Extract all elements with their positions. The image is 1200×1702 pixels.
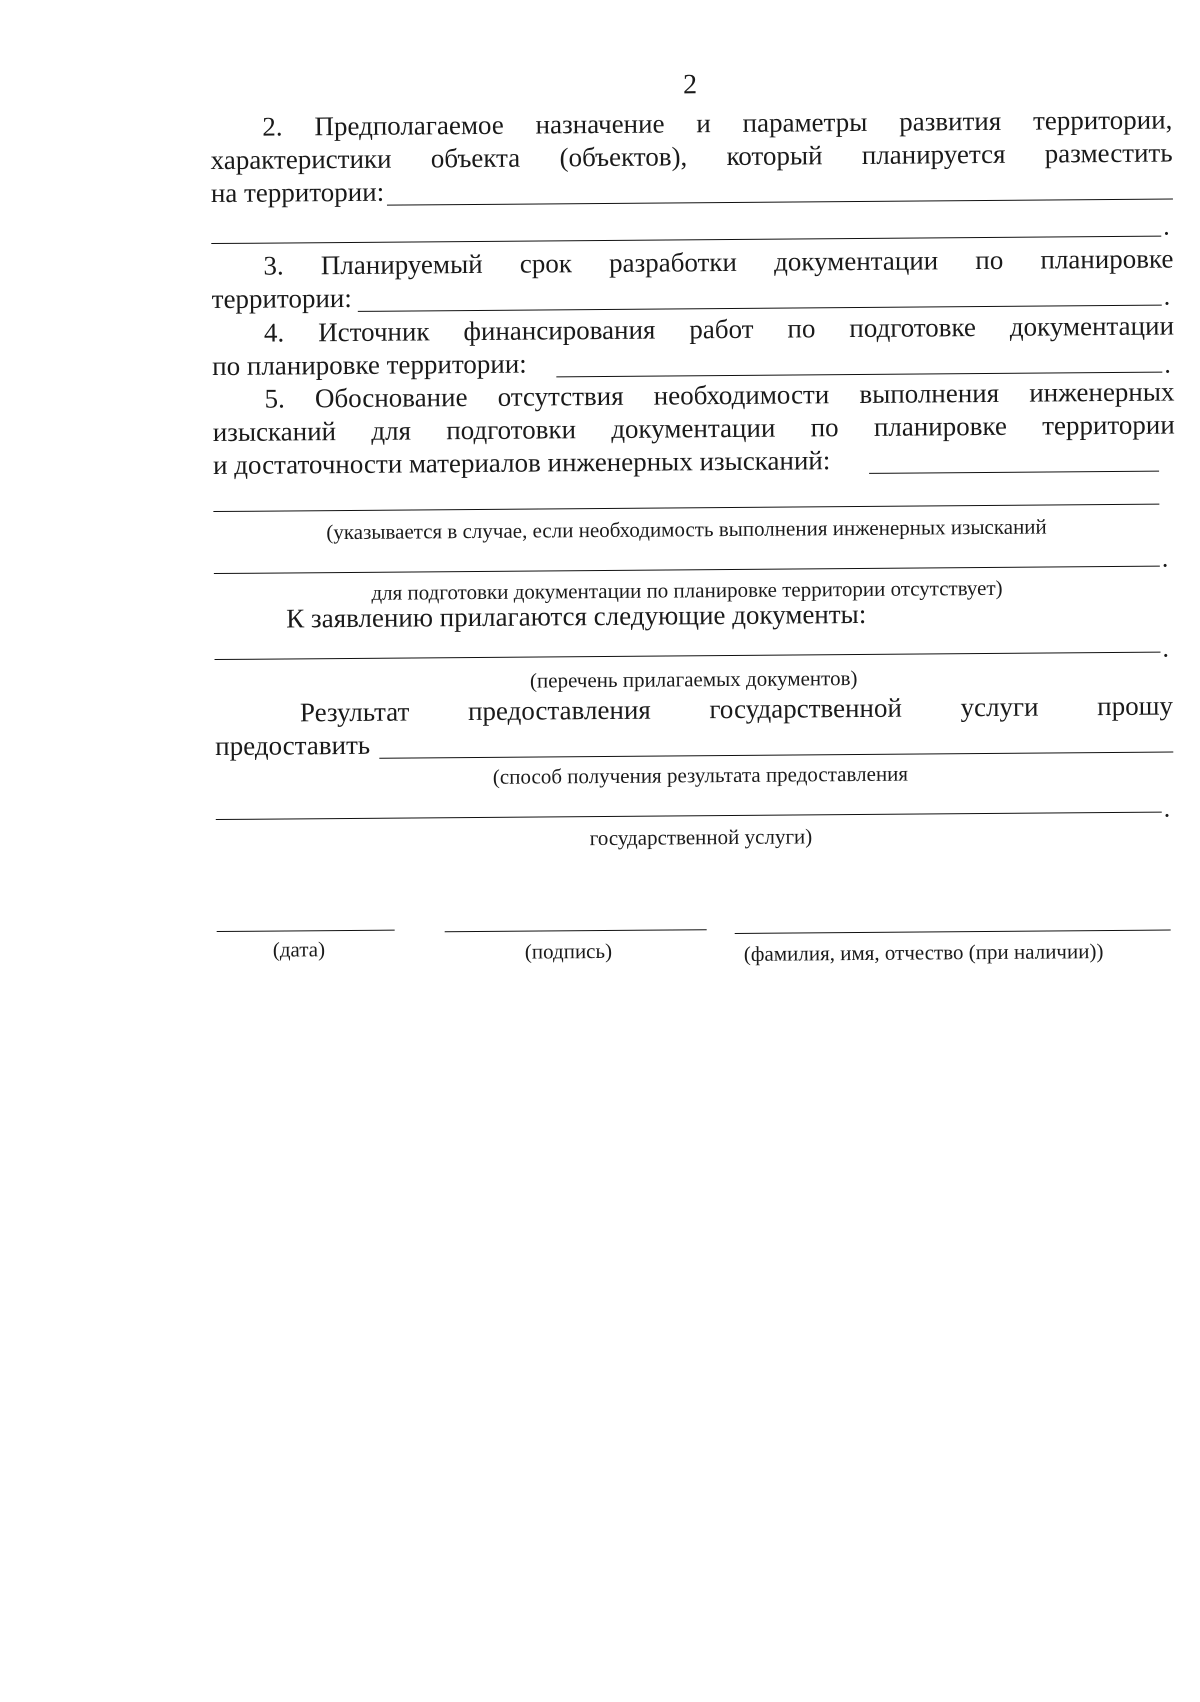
item2-line2: характеристики объекта (объектов), который планируется разместить bbox=[210, 137, 1173, 176]
signature-caption: (подпись) bbox=[524, 938, 613, 964]
attachments-line: К заявлению прилагаются следующие документы: bbox=[286, 598, 867, 634]
date-caption: (дата) bbox=[272, 937, 326, 962]
item5-hint-2: для подготовки документации по планировке территории отсутствует) bbox=[371, 575, 1003, 605]
item3-line2: территории: bbox=[211, 282, 352, 315]
name-caption: (фамилия, имя, отчество (при наличии)) bbox=[743, 939, 1104, 966]
result-line2: предоставить bbox=[215, 729, 371, 762]
item2-line1: 2. Предполагаемое назначение и параметры развития территории, bbox=[262, 104, 1173, 142]
attachments-hint: (перечень прилагаемых документов) bbox=[529, 665, 858, 693]
item5-hint-1: (указывается в случае, если необходимость выполнения инженерных изысканий bbox=[326, 514, 1047, 545]
page-number: 2 bbox=[682, 69, 698, 101]
result-hint-2: государственной услуги) bbox=[589, 824, 813, 851]
period: . bbox=[1164, 349, 1171, 379]
period: . bbox=[1163, 793, 1171, 823]
result-fill-line-2 bbox=[216, 812, 1162, 820]
item4-line2: по планировке территории: bbox=[212, 348, 527, 382]
result-hint-1: (способ получения результата предоставления bbox=[492, 761, 909, 789]
item5-line1: 5. Обоснование отсутствия необходимости выполнения инженерных bbox=[264, 376, 1175, 414]
item5-line3: и достаточности материалов инженерных изысканий: bbox=[212, 445, 831, 481]
signature-line bbox=[445, 929, 707, 932]
item2-line3: на территории: bbox=[210, 176, 385, 209]
item2-fill-line bbox=[387, 199, 1173, 206]
period: . bbox=[1163, 281, 1171, 311]
result-line1: Результат предоставления государственной услуги прошу bbox=[299, 690, 1174, 728]
period: . bbox=[1161, 543, 1169, 573]
date-line bbox=[217, 930, 395, 932]
item5-line2: изысканий для подготовки документации по планировке территории bbox=[212, 409, 1175, 448]
item4-line1: 4. Источник финансирования работ по подготовке документации bbox=[263, 310, 1175, 348]
attachments-fill-line bbox=[215, 652, 1161, 660]
name-line bbox=[735, 930, 1171, 934]
item5-fill-line-2 bbox=[213, 504, 1159, 512]
period: . bbox=[1162, 633, 1170, 663]
item5-fill-line-3 bbox=[214, 566, 1160, 574]
item5-fill-line bbox=[869, 471, 1159, 474]
item3-line1: 3. Планируемый срок разработки документации по планировке bbox=[263, 243, 1174, 281]
period: . bbox=[1163, 211, 1170, 241]
result-fill-line bbox=[379, 752, 1173, 759]
